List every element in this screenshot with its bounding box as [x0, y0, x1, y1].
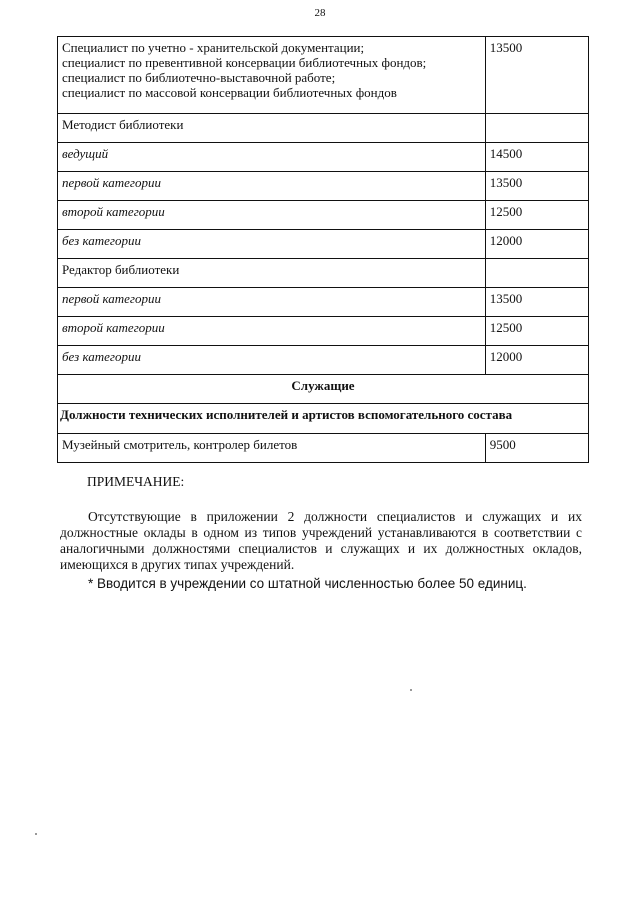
- salary-cell: 13500: [485, 288, 588, 317]
- category-cell: первой категории: [58, 172, 486, 201]
- scan-speck: [35, 833, 37, 835]
- table-row: [58, 143, 589, 172]
- salary-table: [57, 36, 589, 463]
- position-title: Методист библиотеки: [58, 114, 486, 143]
- table-row: [58, 434, 589, 463]
- scan-speck: [410, 689, 412, 691]
- category-cell: без категории: [58, 230, 486, 259]
- position-line: специалист по превентивной консервации библиотечных фондов;: [62, 55, 427, 70]
- section-heading-employees: Служащие: [58, 375, 589, 404]
- salary-cell: 9500: [485, 434, 588, 463]
- salary-cell: 14500: [485, 143, 588, 172]
- salary-cell: 12000: [485, 346, 588, 375]
- position-cell: [58, 37, 486, 114]
- salary-cell: 12500: [485, 201, 588, 230]
- table-row: [58, 172, 589, 201]
- note-title: ПРИМЕЧАНИЕ:: [87, 474, 185, 489]
- category-cell: второй категории: [58, 201, 486, 230]
- table-row: [58, 346, 589, 375]
- table-row: [58, 37, 589, 114]
- position-line: Специалист по учетно - хранительской документации;: [62, 40, 365, 55]
- category-cell: второй категории: [58, 317, 486, 346]
- table-row: [58, 259, 589, 288]
- position-line: специалист по массовой консервации библиотечных фондов: [62, 85, 397, 100]
- salary-cell: 13500: [485, 172, 588, 201]
- position-line: специалист по библиотечно-выставочной работе;: [62, 70, 336, 85]
- note-footnote: * Вводится в учреждении со штатной численностью более 50 единиц.: [88, 576, 527, 591]
- category-cell: без категории: [58, 346, 486, 375]
- note-body: Отсутствующие в приложении 2 должности специалистов и служащих и их должностные оклады в одном из типов учреждений устанавливаются в соответствии с аналогичными должностями специалистов и служащих и их должностных окладов, имеющихся в других типах учреждений.: [60, 509, 582, 572]
- category-cell: первой категории: [58, 288, 486, 317]
- table-row: [58, 201, 589, 230]
- page-number: 28: [314, 7, 326, 19]
- table-row: [58, 114, 589, 143]
- salary-cell: 12000: [485, 230, 588, 259]
- salary-cell: 12500: [485, 317, 588, 346]
- table-row: [58, 288, 589, 317]
- salary-cell-empty: [485, 259, 588, 288]
- table-row: [58, 317, 589, 346]
- salary-cell-empty: [485, 114, 588, 143]
- section-heading-technical: Должности технических исполнителей и артистов вспомогательного состава: [58, 404, 589, 434]
- category-cell: ведущий: [58, 143, 486, 172]
- section-row: [58, 375, 589, 404]
- position-title: Редактор библиотеки: [58, 259, 486, 288]
- table-row: [58, 230, 589, 259]
- position-cell: Музейный смотритель, контролер билетов: [58, 434, 486, 463]
- salary-cell: 13500: [485, 37, 588, 114]
- section-row: [58, 404, 589, 434]
